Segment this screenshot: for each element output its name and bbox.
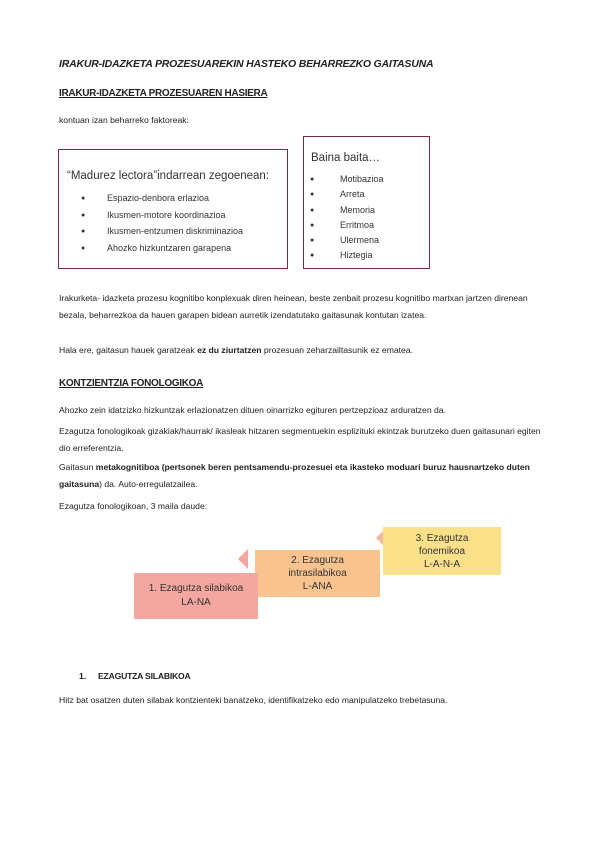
paragraph-ezagutza-fonologikoak: Ezagutza fonologikoak gizakiak/haurrak/ ikasleak hitzaren segmentuekin esplizituki ekintzak burutzeko duen gaitasunari egiten dio erreferentzia. bbox=[59, 426, 541, 453]
paragraph-3-maila: Ezagutza fonologikoan, 3 maila daude: bbox=[59, 501, 208, 511]
list-item: ● Ahozko hizkuntzaren garapena bbox=[79, 240, 243, 257]
intro-text: kontuan izan beharreko faktoreak: bbox=[59, 115, 189, 125]
list-item: ● Hiztegia bbox=[304, 248, 384, 263]
list-item: ● Ikusmen-motore koordinazioa bbox=[79, 207, 243, 224]
step-1-silabikoa bbox=[134, 573, 258, 619]
paragraph-prozesu-kognitibo: Irakurketa- idazketa prozesu kognitibo konplexuak diren heinean, beste zenbait prozesu kognitibo martxan jartzen direnean bezala, beharrezkoa da hauen garapen bidean aurretik izendatutako gaitasunak kontutan izatea. bbox=[59, 293, 528, 320]
subsection-number: 1. bbox=[79, 671, 87, 681]
step-3-example: L-A-N-A bbox=[423, 558, 461, 570]
paragraph-silabak: Hitz bat osatzen duten silabak kontzienteki banatzeko, identifikatzeko edo manipulatzeko trebetasuna. bbox=[59, 695, 448, 705]
step-2-intrasilabikoa bbox=[255, 550, 380, 597]
factors-box-left bbox=[58, 149, 288, 269]
list-item: ● Espazio-denbora erlazioa bbox=[79, 190, 243, 207]
step-3-label: 3. Ezagutza fonemikoa bbox=[415, 532, 469, 557]
list-item: ● Ulermena bbox=[304, 233, 384, 248]
list-item: ● Memoria bbox=[304, 203, 384, 218]
step-1-example: LA-NA bbox=[181, 597, 211, 608]
list-item: ● Ikusmen-entzumen diskriminazioa bbox=[79, 223, 243, 240]
step-2-label: 2. Ezagutza intrasilabikoa bbox=[288, 555, 347, 579]
paragraph-metakognitiboa: Gaitasun metakognitiboa (pertsonek beren pentsamendu-prozesuei eta ikasteko moduari buruz hausnartzeko duten gaitasuna) da. Auto-erregulatzailea. bbox=[59, 462, 530, 489]
step-2-example: L-ANA bbox=[302, 581, 333, 592]
section-heading-kontzientzia: KONTZIENTZIA FONOLOGIKOA bbox=[59, 378, 204, 389]
paragraph-hala-ere: Hala ere, gaitasun hauek garatzeak ez du ziurtatzen prozesuan zeharzailtasunik ez ematea. bbox=[59, 345, 413, 355]
subsection-heading: EZAGUTZA SILABIKOA bbox=[98, 671, 191, 681]
step-3-fonemikoa bbox=[383, 527, 501, 575]
box-right-heading: Baina baita… bbox=[311, 152, 381, 164]
factors-box-right bbox=[303, 136, 430, 269]
phonological-levels-diagram bbox=[130, 525, 505, 625]
section-heading-hasiera: IRAKUR-IDAZKETA PROZESUAREN HASIERA bbox=[59, 88, 268, 99]
step-arrow bbox=[238, 549, 248, 569]
document-title: IRAKUR-IDAZKETA PROZESUAREKIN HASTEKO BEHARREZKO GAITASUNA bbox=[59, 58, 434, 70]
list-item: ● Arreta bbox=[304, 187, 384, 202]
step-1-label: 1. Ezagutza silabikoa bbox=[148, 583, 244, 594]
box-right-list bbox=[304, 172, 384, 264]
box-left-list bbox=[79, 190, 243, 256]
paragraph-ahozko: Ahozko zein idatzizko hizkuntzak erlazionatzen dituen oinarrizko egituren pertzepzioaz arduratzen da. bbox=[59, 405, 446, 415]
box-left-heading: “Madurez lectora”indarrean zegoenean: bbox=[67, 170, 270, 182]
list-item: ● Motibazioa bbox=[304, 172, 384, 187]
list-item: ● Erritmoa bbox=[304, 218, 384, 233]
